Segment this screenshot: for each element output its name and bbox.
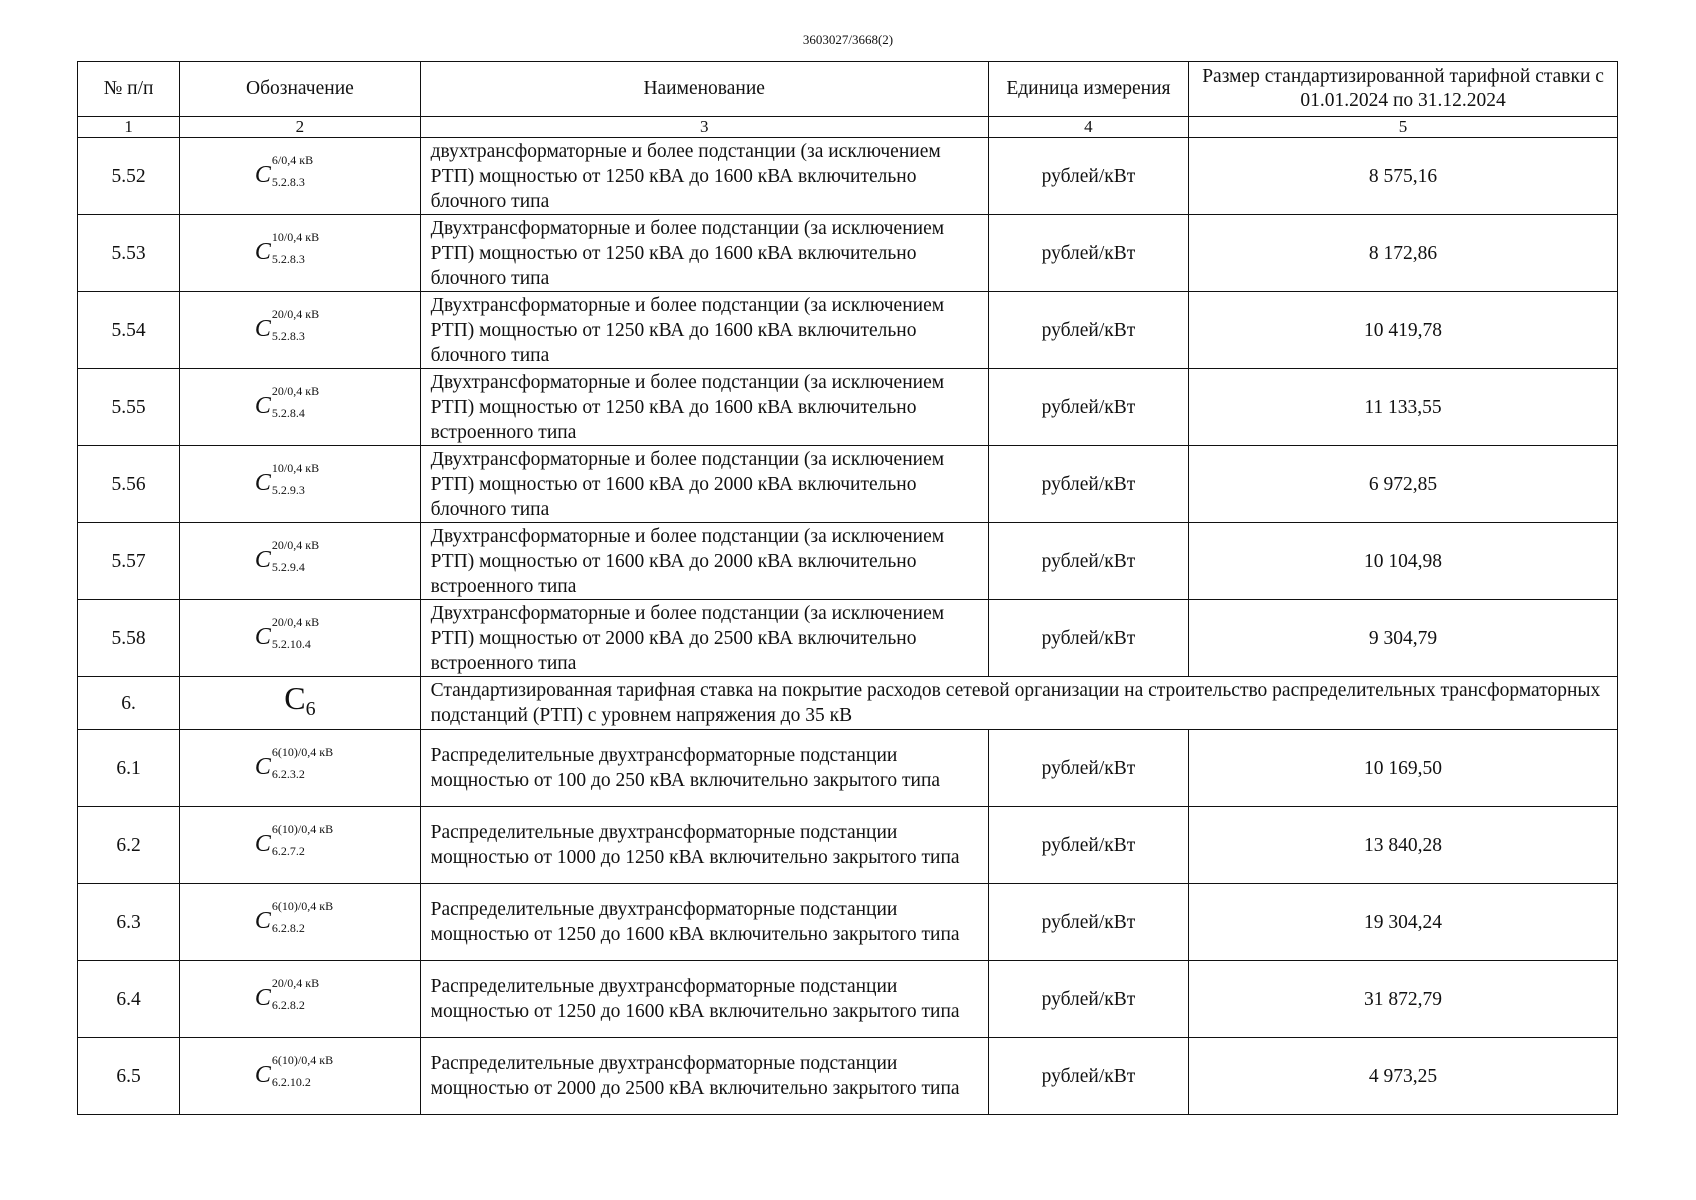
symbol-subscript: 5.2.8.4 (271, 406, 305, 420)
row-unit: рублей/кВт (988, 1038, 1188, 1115)
row-number: 5.56 (78, 446, 180, 523)
row-symbol (180, 600, 420, 677)
section-row (78, 677, 1618, 730)
row-number: 6.2 (78, 807, 180, 884)
table-row (78, 1038, 1618, 1115)
symbol-subscript: 6.2.8.2 (271, 921, 305, 935)
row-symbol (180, 807, 420, 884)
symbol-base: C (254, 831, 271, 857)
row-symbol (180, 138, 420, 215)
document-number: 3603027/3668(2) (802, 32, 894, 47)
symbol-subscript: 6.2.7.2 (271, 844, 305, 858)
header-symbol: Обозначение (180, 62, 420, 117)
row-value: 10 169,50 (1189, 730, 1618, 807)
symbol-base: C (254, 393, 271, 419)
table-row (78, 807, 1618, 884)
symbol-superscript: 20/0,4 кВ (271, 307, 320, 321)
col-index: 4 (988, 117, 1188, 138)
row-unit: рублей/кВт (988, 523, 1188, 600)
section-symbol (180, 677, 420, 730)
section-symbol-base: C (284, 679, 306, 716)
row-number: 5.57 (78, 523, 180, 600)
symbol-base: C (254, 624, 271, 650)
tariff-symbol (254, 538, 345, 574)
section-title: Стандартизированная тарифная ставка на покрытие расходов сетевой организации на строительство распределительных трансформаторных подстанций (РТП) с уровнем напряжения до 35 кВ (420, 677, 1617, 730)
symbol-base: C (254, 316, 271, 342)
row-value: 9 304,79 (1189, 600, 1618, 677)
symbol-superscript: 20/0,4 кВ (271, 538, 320, 552)
symbol-base: C (254, 1062, 271, 1088)
col-index: 2 (180, 117, 420, 138)
row-value: 4 973,25 (1189, 1038, 1618, 1115)
tariff-symbol (254, 615, 345, 651)
symbol-subscript: 5.2.10.4 (271, 637, 311, 651)
tariff-symbol (254, 307, 345, 343)
table-row (78, 523, 1618, 600)
row-value: 10 104,98 (1189, 523, 1618, 600)
row-symbol (180, 884, 420, 961)
row-name: Распределительные двухтрансформаторные подстанции мощностью от 100 до 250 кВА включительно закрытого типа (420, 730, 988, 807)
symbol-base: C (254, 162, 271, 188)
symbol-base: C (254, 754, 271, 780)
row-value: 31 872,79 (1189, 961, 1618, 1038)
row-symbol (180, 446, 420, 523)
table-row (78, 215, 1618, 292)
row-value: 10 419,78 (1189, 292, 1618, 369)
symbol-subscript: 5.2.8.3 (271, 175, 305, 189)
table-row (78, 884, 1618, 961)
tariff-symbol (254, 461, 345, 497)
symbol-subscript: 6.2.10.2 (271, 1075, 311, 1089)
row-value: 6 972,85 (1189, 446, 1618, 523)
row-value: 8 172,86 (1189, 215, 1618, 292)
symbol-base: C (254, 470, 271, 496)
row-number: 5.55 (78, 369, 180, 446)
symbol-superscript: 6/0,4 кВ (271, 153, 314, 167)
row-number: 5.52 (78, 138, 180, 215)
symbol-subscript: 5.2.8.3 (271, 329, 305, 343)
symbol-subscript: 5.2.9.3 (271, 483, 305, 497)
header-name: Наименование (420, 62, 988, 117)
symbol-subscript: 5.2.8.3 (271, 252, 305, 266)
tariff-symbol (254, 1053, 345, 1089)
row-symbol (180, 523, 420, 600)
table-row (78, 600, 1618, 677)
row-value: 19 304,24 (1189, 884, 1618, 961)
section-symbol-subscript: 6 (305, 697, 316, 720)
row-name: Двухтрансформаторные и более подстанции (за исключением РТП) мощностью от 1250 кВА до 1600 кВА включительно встроенного типа (420, 369, 988, 446)
row-value: 13 840,28 (1189, 807, 1618, 884)
section-symbol-text (284, 679, 316, 720)
header-rate: Размер стандартизированной тарифной ставки с 01.01.2024 по 31.12.2024 (1189, 62, 1618, 117)
row-unit: рублей/кВт (988, 730, 1188, 807)
row-unit: рублей/кВт (988, 961, 1188, 1038)
symbol-superscript: 20/0,4 кВ (271, 976, 320, 990)
table-row (78, 961, 1618, 1038)
row-name: Распределительные двухтрансформаторные подстанции мощностью от 1250 до 1600 кВА включительно закрытого типа (420, 961, 988, 1038)
symbol-superscript: 20/0,4 кВ (271, 615, 320, 629)
row-name: Распределительные двухтрансформаторные подстанции мощностью от 2000 до 2500 кВА включительно закрытого типа (420, 1038, 988, 1115)
header-unit: Единица измерения (988, 62, 1188, 117)
row-value: 11 133,55 (1189, 369, 1618, 446)
symbol-subscript: 6.2.3.2 (271, 767, 305, 781)
row-symbol (180, 961, 420, 1038)
row-name: Распределительные двухтрансформаторные подстанции мощностью от 1000 до 1250 кВА включительно закрытого типа (420, 807, 988, 884)
row-unit: рублей/кВт (988, 807, 1188, 884)
row-symbol (180, 369, 420, 446)
row-unit: рублей/кВт (988, 600, 1188, 677)
col-index: 5 (1189, 117, 1618, 138)
symbol-subscript: 6.2.8.2 (271, 998, 305, 1012)
table-row (78, 292, 1618, 369)
tariff-symbol (254, 384, 345, 420)
tariff-symbol (254, 822, 345, 858)
tariff-table (77, 61, 1618, 1115)
row-number: 6.1 (78, 730, 180, 807)
row-unit: рублей/кВт (988, 884, 1188, 961)
row-name: Двухтрансформаторные и более подстанции (за исключением РТП) мощностью от 1250 кВА до 1600 кВА включительно блочного типа (420, 292, 988, 369)
symbol-base: C (254, 985, 271, 1011)
tariff-symbol (254, 153, 345, 189)
tariff-symbol (254, 976, 345, 1012)
symbol-superscript: 6(10)/0,4 кВ (271, 822, 334, 836)
symbol-superscript: 10/0,4 кВ (271, 230, 320, 244)
symbol-base: C (254, 239, 271, 265)
row-symbol (180, 1038, 420, 1115)
row-name: Двухтрансформаторные и более подстанции (за исключением РТП) мощностью от 1600 кВА до 2000 кВА включительно блочного типа (420, 446, 988, 523)
header-num: № п/п (78, 62, 180, 117)
row-unit: рублей/кВт (988, 138, 1188, 215)
table-row (78, 730, 1618, 807)
symbol-superscript: 20/0,4 кВ (271, 384, 320, 398)
row-unit: рублей/кВт (988, 215, 1188, 292)
table-row (78, 369, 1618, 446)
symbol-base: C (254, 547, 271, 573)
row-symbol (180, 292, 420, 369)
row-unit: рублей/кВт (988, 369, 1188, 446)
row-symbol (180, 730, 420, 807)
symbol-subscript: 5.2.9.4 (271, 560, 305, 574)
row-name: Двухтрансформаторные и более подстанции (за исключением РТП) мощностью от 1600 кВА до 2000 кВА включительно встроенного типа (420, 523, 988, 600)
row-number: 5.54 (78, 292, 180, 369)
row-unit: рублей/кВт (988, 446, 1188, 523)
symbol-superscript: 6(10)/0,4 кВ (271, 745, 334, 759)
table-row (78, 446, 1618, 523)
tariff-symbol (254, 230, 345, 266)
row-number: 6.3 (78, 884, 180, 961)
symbol-superscript: 10/0,4 кВ (271, 461, 320, 475)
row-name: Распределительные двухтрансформаторные подстанции мощностью от 1250 до 1600 кВА включительно закрытого типа (420, 884, 988, 961)
row-unit: рублей/кВт (988, 292, 1188, 369)
row-symbol (180, 215, 420, 292)
table-row (78, 138, 1618, 215)
header-row (78, 62, 1618, 117)
row-number: 6.5 (78, 1038, 180, 1115)
row-number: 5.58 (78, 600, 180, 677)
row-name: Двухтрансформаторные и более подстанции (за исключением РТП) мощностью от 1250 кВА до 1600 кВА включительно блочного типа (420, 215, 988, 292)
section-number: 6. (78, 677, 180, 730)
tariff-symbol (254, 899, 345, 935)
symbol-superscript: 6(10)/0,4 кВ (271, 899, 334, 913)
row-number: 5.53 (78, 215, 180, 292)
col-index: 3 (420, 117, 988, 138)
col-index: 1 (78, 117, 180, 138)
symbol-superscript: 6(10)/0,4 кВ (271, 1053, 334, 1067)
row-value: 8 575,16 (1189, 138, 1618, 215)
row-name: двухтрансформаторные и более подстанции (за исключением РТП) мощностью от 1250 кВА до 1600 кВА включительно блочного типа (420, 138, 988, 215)
symbol-base: C (254, 908, 271, 934)
row-name: Двухтрансформаторные и более подстанции (за исключением РТП) мощностью от 2000 кВА до 2500 кВА включительно встроенного типа (420, 600, 988, 677)
row-number: 6.4 (78, 961, 180, 1038)
tariff-symbol (254, 745, 345, 781)
column-index-row (78, 117, 1618, 138)
